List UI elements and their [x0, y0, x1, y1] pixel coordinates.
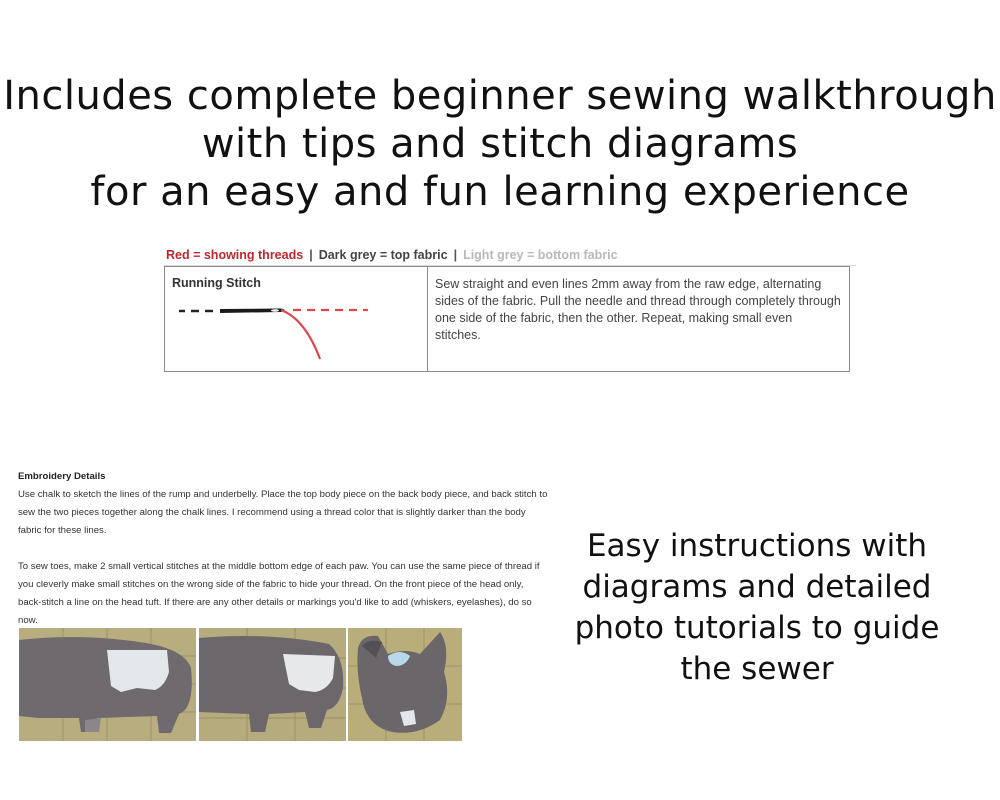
legend-separator: | [453, 248, 458, 262]
side-caption-line-1: Easy instructions with [586, 528, 928, 564]
stitch-description: Sew straight and even lines 2mm away from the raw edge, alternating sides of the fabric. Pull the needle and thread through completely through one side of the fabric, then the other. Repeat, making small even stitches. [428, 267, 850, 372]
legend-separator: | [309, 248, 313, 262]
stitch-name: Running Stitch [172, 276, 261, 290]
side-caption-line-3: photo tutorials to guide [574, 610, 940, 646]
legend-dark: Dark grey = top fabric [318, 248, 448, 262]
color-legend [163, 246, 856, 266]
legend-red: Red = showing threads [166, 248, 304, 262]
embroidery-paragraph-1: Use chalk to sketch the lines of the rump and underbelly. Place the top body piece on the back body piece, and back stitch to sew the two pieces together along the chalk lines. I recommend using a thread color that is slightly darker than the body fabric for these lines. [18, 489, 548, 536]
side-caption [548, 526, 966, 690]
headline-line-3: for an easy and fun learning experience [90, 169, 910, 215]
headline-line-2: with tips and stitch diagrams [201, 121, 799, 167]
headline [0, 72, 1000, 216]
side-caption-line-4: the sewer [680, 651, 834, 687]
headline-line-1: Includes complete beginner sewing walkthrough [3, 73, 997, 119]
stitch-table [164, 266, 850, 372]
running-stitch-diagram-icon [175, 297, 375, 361]
felt-head-photo-icon [348, 628, 462, 741]
stitch-row [165, 267, 850, 372]
legend-light: Light grey = bottom fabric [463, 248, 618, 262]
felt-body-photo-1-icon [19, 628, 196, 741]
felt-body-photo-2-icon [199, 628, 346, 741]
embroidery-title: Embroidery Details [18, 471, 106, 482]
stitch-diagram-cell [165, 267, 428, 372]
side-caption-line-2: diagrams and detailed [582, 569, 932, 605]
embroidery-document [18, 468, 548, 630]
embroidery-paragraph-2: To sew toes, make 2 small vertical stitches at the middle bottom edge of each paw. You can use the same piece of thread if you cleverly make small stitches on the wrong side of the fabric to hide your thread. On the front piece of the head only, back-stitch a line on the head tuft. If there are any other details or markings you'd like to add (whiskers, eyelashes), do so now. [18, 561, 540, 626]
